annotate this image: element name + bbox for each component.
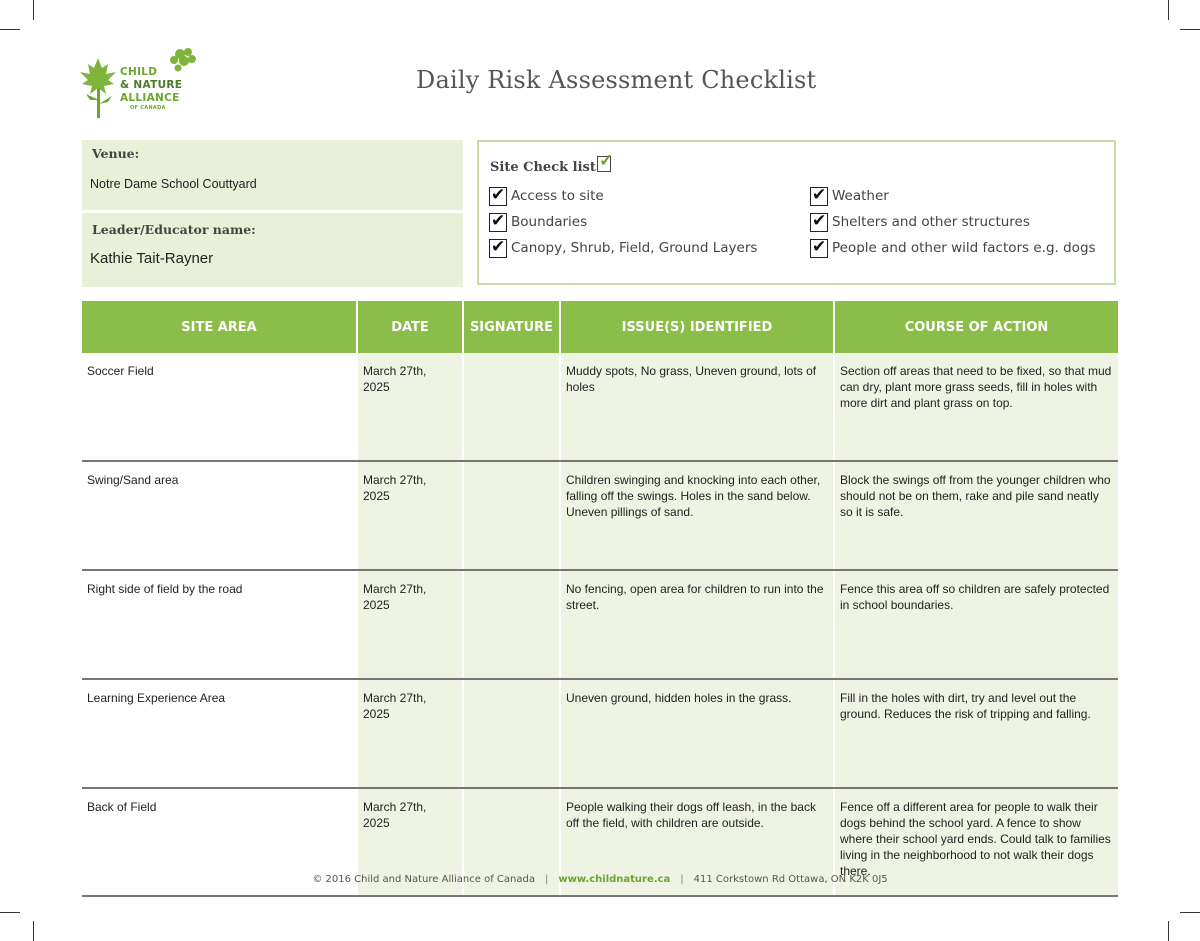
cell-issue[interactable]: Children swinging and knocking into each other, falling off the swings. Holes in the sand below. Uneven pillings of sand.: [560, 461, 834, 570]
checkbox[interactable]: [489, 187, 507, 206]
checkbox[interactable]: [489, 213, 507, 232]
table-header-row: [82, 301, 1118, 353]
site-checklist-title: Site Check list: [490, 160, 596, 175]
checklist-item-label: Canopy, Shrub, Field, Ground Layers: [511, 240, 758, 256]
header-signature: SIGNATURE: [463, 301, 560, 353]
crop-mark: [33, 921, 34, 941]
crop-mark: [0, 29, 20, 30]
logo-text: [120, 66, 182, 111]
checklist-item-label: Boundaries: [511, 214, 588, 230]
cell-date[interactable]: March 27th, 2025: [357, 461, 463, 570]
header-course-of-action: COURSE OF ACTION: [834, 301, 1118, 353]
checklist-item-label: People and other wild factors e.g. dogs: [832, 240, 1096, 256]
leader-label: Leader/Educator name:: [92, 222, 256, 237]
logo-line: & NATURE: [120, 79, 183, 91]
cell-action[interactable]: Section off areas that need to be fixed, so that mud can dry, plant more grass seeds, fill in holes with more dirt and plant grass on top.: [834, 353, 1118, 461]
checkmark-icon: ✔: [812, 185, 827, 205]
cell-signature[interactable]: [463, 353, 560, 461]
footer-address: 411 Corkstown Rd Ottawa, ON K2K 0J5: [693, 874, 888, 885]
cell-action[interactable]: Block the swings off from the younger children who should not be on them, rake and pile sand neatly so it is safe.: [834, 461, 1118, 570]
cell-action[interactable]: Fence this area off so children are safely protected in school boundaries.: [834, 570, 1118, 679]
site-checklist-title-checkbox: [597, 151, 614, 172]
checkbox[interactable]: [489, 239, 507, 258]
cell-action[interactable]: Fence off a different area for people to walk their dogs behind the school yard. A fence to show where their school yard ends. Could talk to families living in the neighborhood to not walk their dogs there.: [834, 788, 1118, 896]
cell-site-area[interactable]: Back of Field: [82, 788, 357, 896]
checkbox[interactable]: [810, 213, 828, 232]
risk-table: [82, 301, 1118, 897]
crop-mark: [1168, 0, 1169, 20]
checkmark-icon: ✔: [491, 237, 506, 257]
cell-date[interactable]: March 27th, 2025: [357, 570, 463, 679]
cell-signature[interactable]: [463, 679, 560, 788]
cell-site-area[interactable]: Learning Experience Area: [82, 679, 357, 788]
logo-line: CHILD: [120, 66, 158, 78]
venue-value[interactable]: Notre Dame School Couttyard: [90, 177, 257, 191]
cell-site-area[interactable]: Soccer Field: [82, 353, 357, 461]
cell-issue[interactable]: Uneven ground, hidden holes in the grass.: [560, 679, 834, 788]
checkbox[interactable]: [810, 187, 828, 206]
header-date: DATE: [357, 301, 463, 353]
logo-line: OF CANADA: [130, 105, 166, 111]
cell-date[interactable]: March 27th, 2025: [357, 353, 463, 461]
footer-separator: |: [544, 874, 549, 885]
checklist-item-label: Weather: [832, 188, 889, 204]
cell-signature[interactable]: [463, 570, 560, 679]
leader-box: [82, 213, 463, 287]
cell-site-area[interactable]: Swing/Sand area: [82, 461, 357, 570]
cell-issue[interactable]: No fencing, open area for children to run into the street.: [560, 570, 834, 679]
footer-copyright: © 2016 Child and Nature Alliance of Canada: [312, 874, 535, 885]
page-title: Daily Risk Assessment Checklist: [416, 66, 817, 94]
cell-signature[interactable]: [463, 461, 560, 570]
table-row: [82, 461, 1118, 570]
checkmark-icon: ✔: [812, 237, 827, 257]
footer: [0, 874, 1200, 885]
crop-mark: [0, 912, 20, 913]
venue-box: [82, 140, 463, 210]
checkmark-icon: ✔: [491, 211, 506, 231]
venue-label: Venue:: [92, 146, 140, 161]
logo-line: ALLIANCE: [120, 92, 180, 104]
cell-issue[interactable]: People walking their dogs off leash, in the back off the field, with children are outside.: [560, 788, 834, 896]
checklist-item-label: Access to site: [511, 188, 604, 204]
site-checklist-box: [477, 140, 1116, 285]
crop-mark: [1180, 912, 1200, 913]
table-row: [82, 679, 1118, 788]
cell-date[interactable]: March 27th, 2025: [357, 679, 463, 788]
crop-mark: [33, 0, 34, 20]
logo: [78, 44, 208, 124]
cell-site-area[interactable]: Right side of field by the road: [82, 570, 357, 679]
table-row: [82, 570, 1118, 679]
cell-date[interactable]: March 27th, 2025: [357, 788, 463, 896]
crop-mark: [1180, 29, 1200, 30]
checkbox[interactable]: [810, 239, 828, 258]
footer-separator: |: [680, 874, 684, 885]
leader-value[interactable]: Kathie Tait-Rayner: [90, 250, 214, 267]
checkmark-icon: ✔: [491, 185, 506, 205]
footer-website-link[interactable]: www.childnature.ca: [558, 874, 671, 885]
checkmark-icon: ✓: [599, 151, 614, 170]
header-site-area: SITE AREA: [82, 301, 357, 353]
checkmark-icon: ✔: [812, 211, 827, 231]
cell-action[interactable]: Fill in the holes with dirt, try and level out the ground. Reduces the risk of tripping and falling.: [834, 679, 1118, 788]
crop-mark: [1168, 921, 1169, 941]
checklist-item-label: Shelters and other structures: [832, 214, 1030, 230]
table-row: [82, 353, 1118, 461]
cell-issue[interactable]: Muddy spots, No grass, Uneven ground, lots of holes: [560, 353, 834, 461]
header-issues: ISSUE(S) IDENTIFIED: [560, 301, 834, 353]
